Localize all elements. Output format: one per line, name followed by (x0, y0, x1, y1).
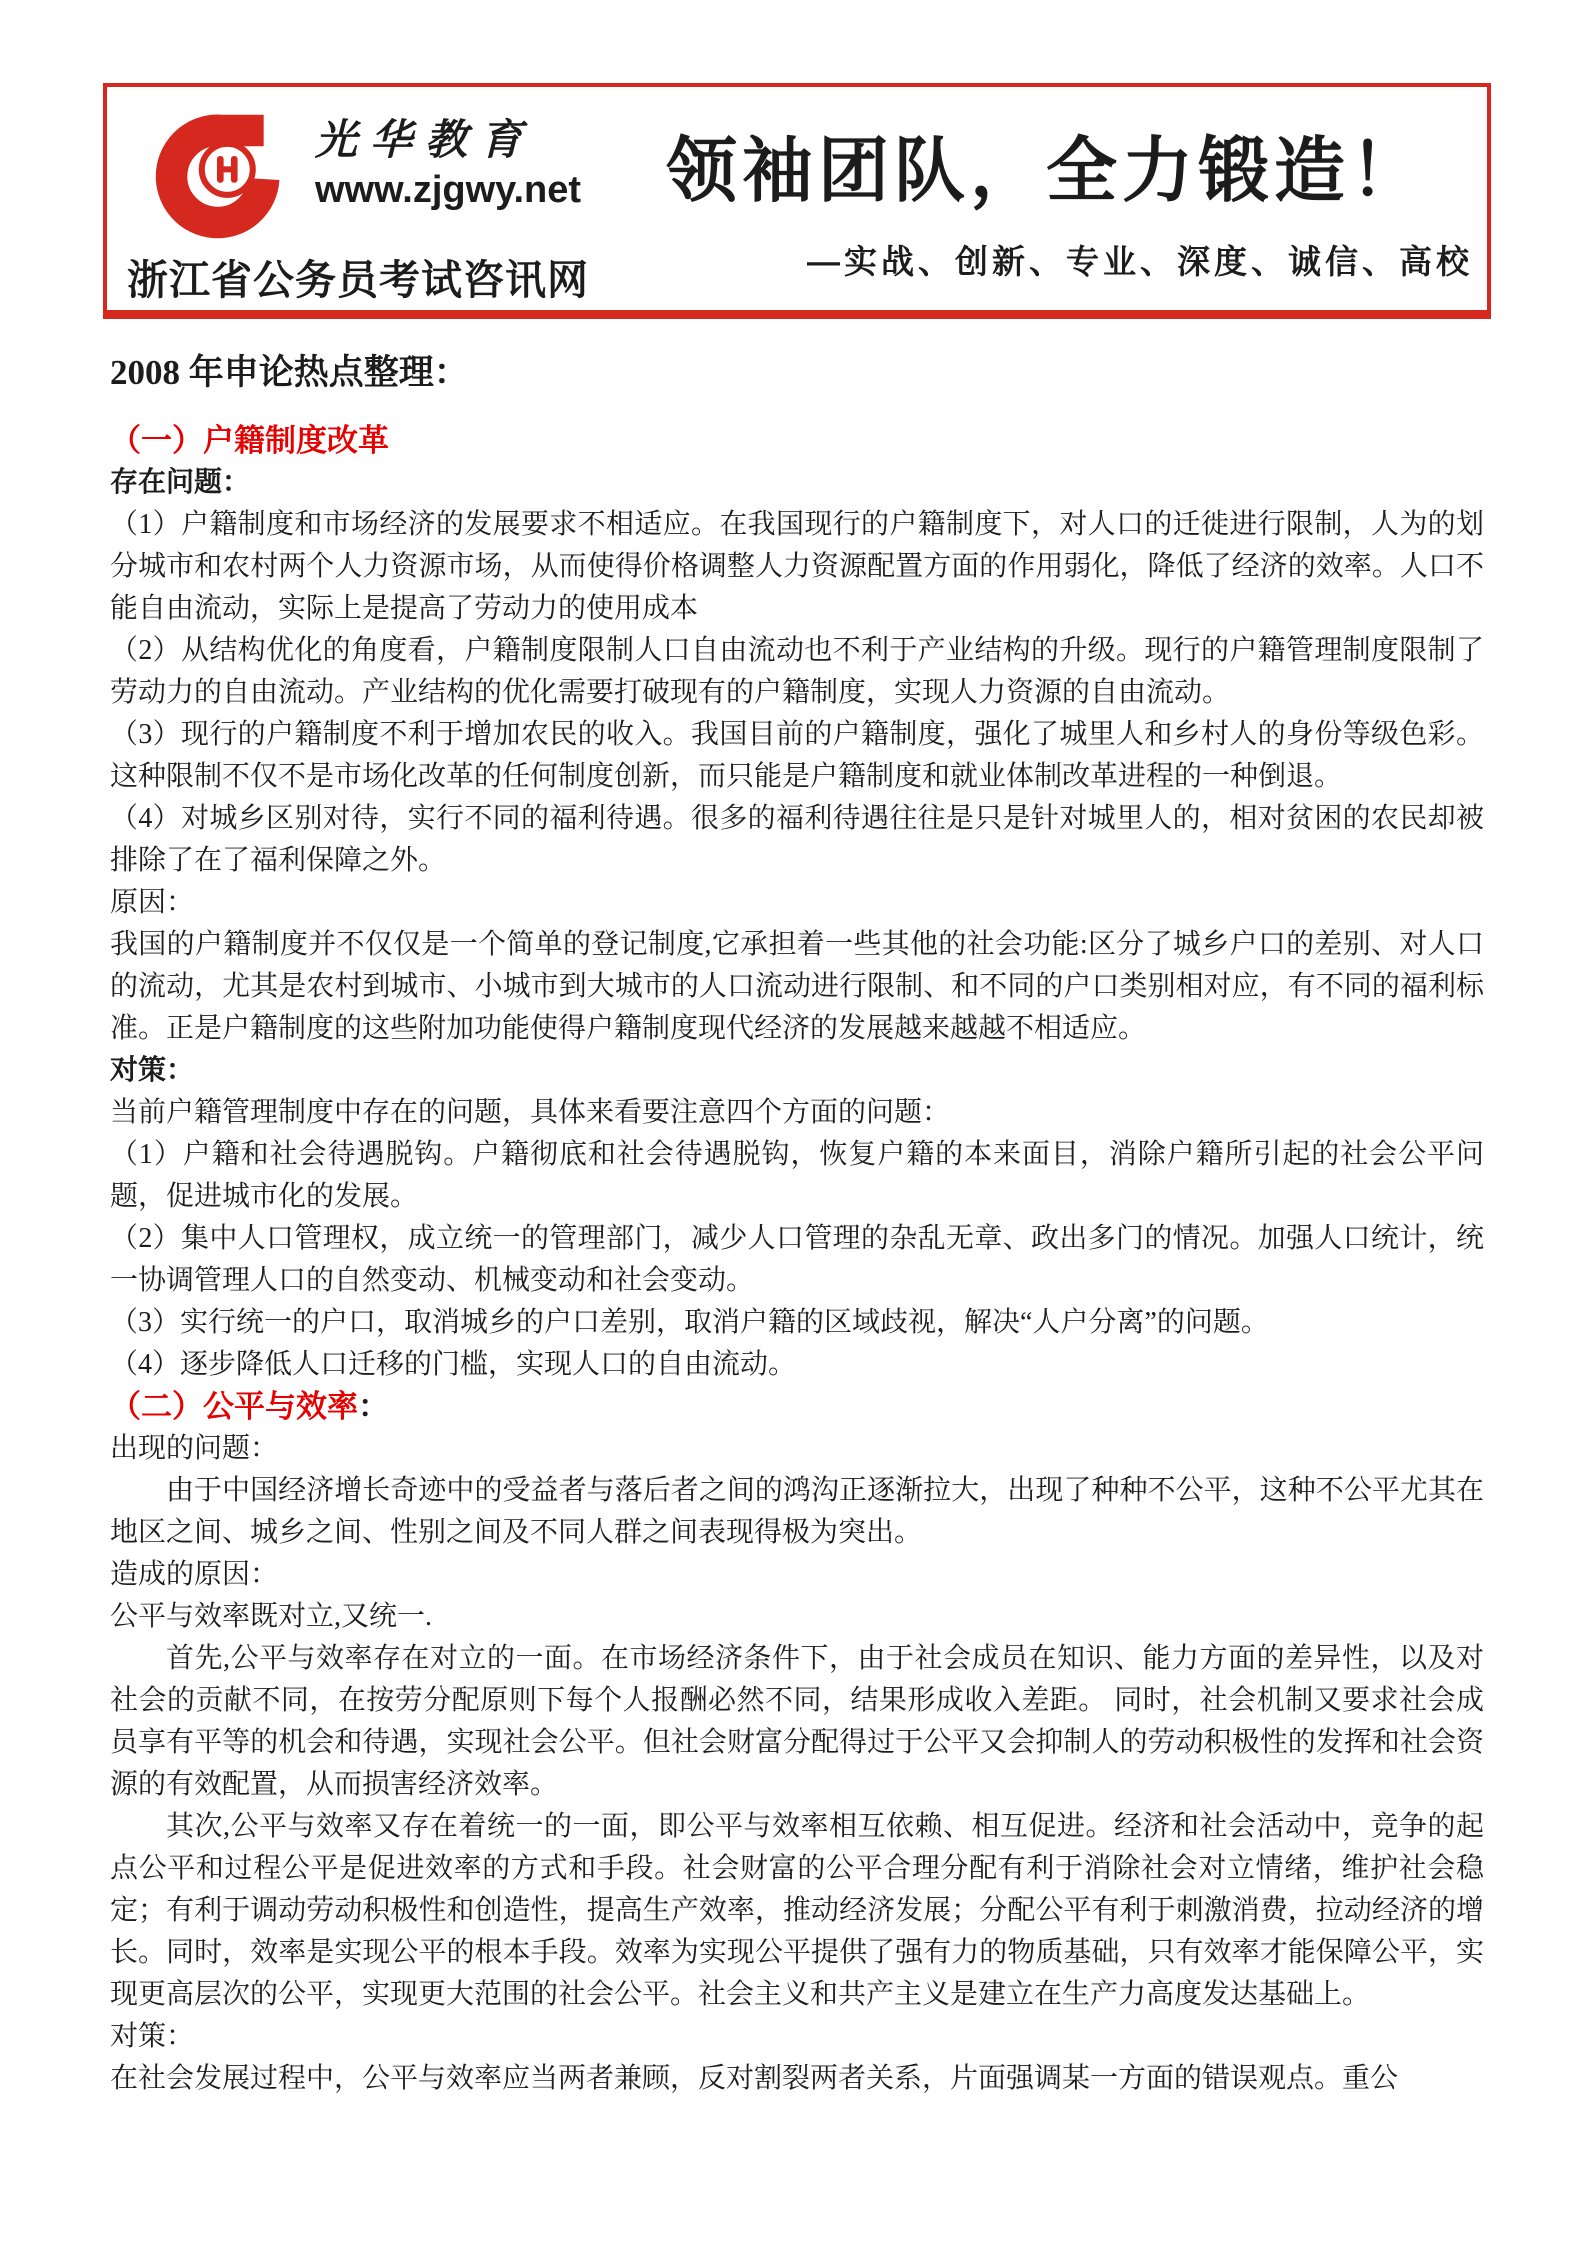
section2-heading-text: （二）公平与效率 (110, 1389, 358, 1424)
section1-problems-label: 存在问题： (110, 467, 251, 498)
section1-heading: （一）户籍制度改革 (110, 423, 389, 458)
document-body (0, 349, 1594, 2100)
guanghua-logo-icon (127, 99, 313, 247)
section2-problem-text: 由于中国经济增长奇迹中的受益者与落后者之间的鸿沟正逐渐拉大，出现了种种不公平，这种不公平尤其在地区之间、城乡之间、性别之间及不同人群之间表现得极为突出。 (110, 1475, 1484, 1548)
section1-countermeasure-3: （3）实行统一的户口，取消城乡的户口差别，取消户籍的区域歧视，解决“人户分离”的问题。 (110, 1307, 1269, 1338)
section2-cause-first: 首先,公平与效率存在对立的一面。在市场经济条件下，由于社会成员在知识、能力方面的差异性，以及对社会的贡献不同，在按劳分配原则下每个人报酬必然不同，结果形成收入差距。 同时，社会机制又要求社会成员享有平等的机会和待遇，实现社会公平。但社会财富分配得过于公平又会抑制人的劳动积极性的发挥和社会资源的有效配置，从而损害经济效率。 (110, 1643, 1484, 1800)
section2-heading-colon: ： (358, 1389, 389, 1424)
section1-problem-3: （3）现行的户籍制度不利于增加农民的收入。我国目前的户籍制度，强化了城里人和乡村人的身份等级色彩。这种限制不仅不是市场化改革的任何制度创新，而只能是户籍制度和就业体制改革进程的一种倒退。 (110, 719, 1484, 792)
section2-countermeasure-text: 在社会发展过程中，公平与效率应当两者兼顾，反对割裂两者关系，片面强调某一方面的错误观点。重公 (110, 2063, 1399, 2094)
document-title: 2008 年申论热点整理： (110, 353, 469, 392)
brand-name: 光华教育 (315, 118, 536, 164)
banner-slogan: 领袖团队，全力锻造！ (665, 132, 1426, 211)
banner-slogan-subtitle: —实战、创新、专业、深度、诚信、高校 (807, 243, 1473, 280)
section2-cause-second: 其次,公平与效率又存在着统一的一面，即公平与效率相互依赖、相互促进。经济和社会活动中，竞争的起点公平和过程公平是促进效率的方式和手段。社会财富的公平合理分配有利于消除社会对立情绪，维护社会稳定；有利于调动劳动积极性和创造性，提高生产效率，推动经济发展；分配公平有利于刺激消费，拉动经济的增长。同时，效率是实现公平的根本手段。效率为实现公平提供了强有力的物质基础，只有效率才能保障公平，实现更高层次的公平，实现更大范围的社会公平。社会主义和共产主义是建立在生产力高度发达基础上。 (110, 1811, 1484, 2010)
section1-problem-4: （4）对城乡区别对待，实行不同的福利待遇。很多的福利待遇往往是只是针对城里人的，相对贫困的农民却被排除了在了福利保障之外。 (110, 803, 1484, 876)
section1-countermeasures-intro: 当前户籍管理制度中存在的问题，具体来看要注意四个方面的问题： (110, 1097, 951, 1128)
section1-cause-text: 我国的户籍制度并不仅仅是一个简单的登记制度,它承担着一些其他的社会功能:区分了城乡户口的差别、对人口的流动，尤其是农村到城市、小城市到大城市的人口流动进行限制、和不同的户口类别相对应，有不同的福利标准。正是户籍制度的这些附加功能使得户籍制度现代经济的发展越来越越不相适应。 (110, 929, 1484, 1044)
section1-cause-label: 原因： (110, 887, 195, 918)
section2-problems-label: 出现的问题： (110, 1433, 279, 1464)
section2-cause-intro: 公平与效率既对立,又统一. (110, 1601, 433, 1632)
website-url: www.zjgwy.net (315, 169, 582, 211)
section2-cause-label: 造成的原因： (110, 1559, 279, 1590)
header-banner (103, 83, 1491, 319)
banner-left-block (107, 87, 619, 310)
section1-countermeasures-label: 对策： (110, 1055, 195, 1086)
banner-right-block (619, 87, 1487, 310)
section1-problem-1: （1）户籍制度和市场经济的发展要求不相适应。在我国现行的户籍制度下，对人口的迁徙进行限制，人为的划分城市和农村两个人力资源市场，从而使得价格调整人力资源配置方面的作用弱化，降低了经济的效率。人口不能自由流动，实际上是提高了劳动力的使用成本 (110, 509, 1484, 624)
section1-countermeasure-4: （4）逐步降低人口迁移的门槛，实现人口的自由流动。 (110, 1349, 797, 1380)
section2-heading (110, 1386, 1484, 1428)
site-name: 浙江省公务员考试咨讯网 (127, 257, 589, 303)
section1-problem-2: （2）从结构优化的角度看，户籍制度限制人口自由流动也不利于产业结构的升级。现行的户籍管理制度限制了劳动力的自由流动。产业结构的优化需要打破现有的户籍制度，实现人力资源的自由流动。 (110, 635, 1484, 708)
brand-block (315, 107, 581, 212)
section2-countermeasures-label: 对策： (110, 2021, 195, 2052)
logo-row (127, 95, 619, 247)
section1-countermeasure-1: （1）户籍和社会待遇脱钩。户籍彻底和社会待遇脱钩，恢复户籍的本来面目，消除户籍所引起的社会公平问题，促进城市化的发展。 (110, 1139, 1484, 1212)
section1-countermeasure-2: （2）集中人口管理权，成立统一的管理部门，减少人口管理的杂乱无章、政出多门的情况。加强人口统计，统一协调管理人口的自然变动、机械变动和社会变动。 (110, 1223, 1484, 1296)
